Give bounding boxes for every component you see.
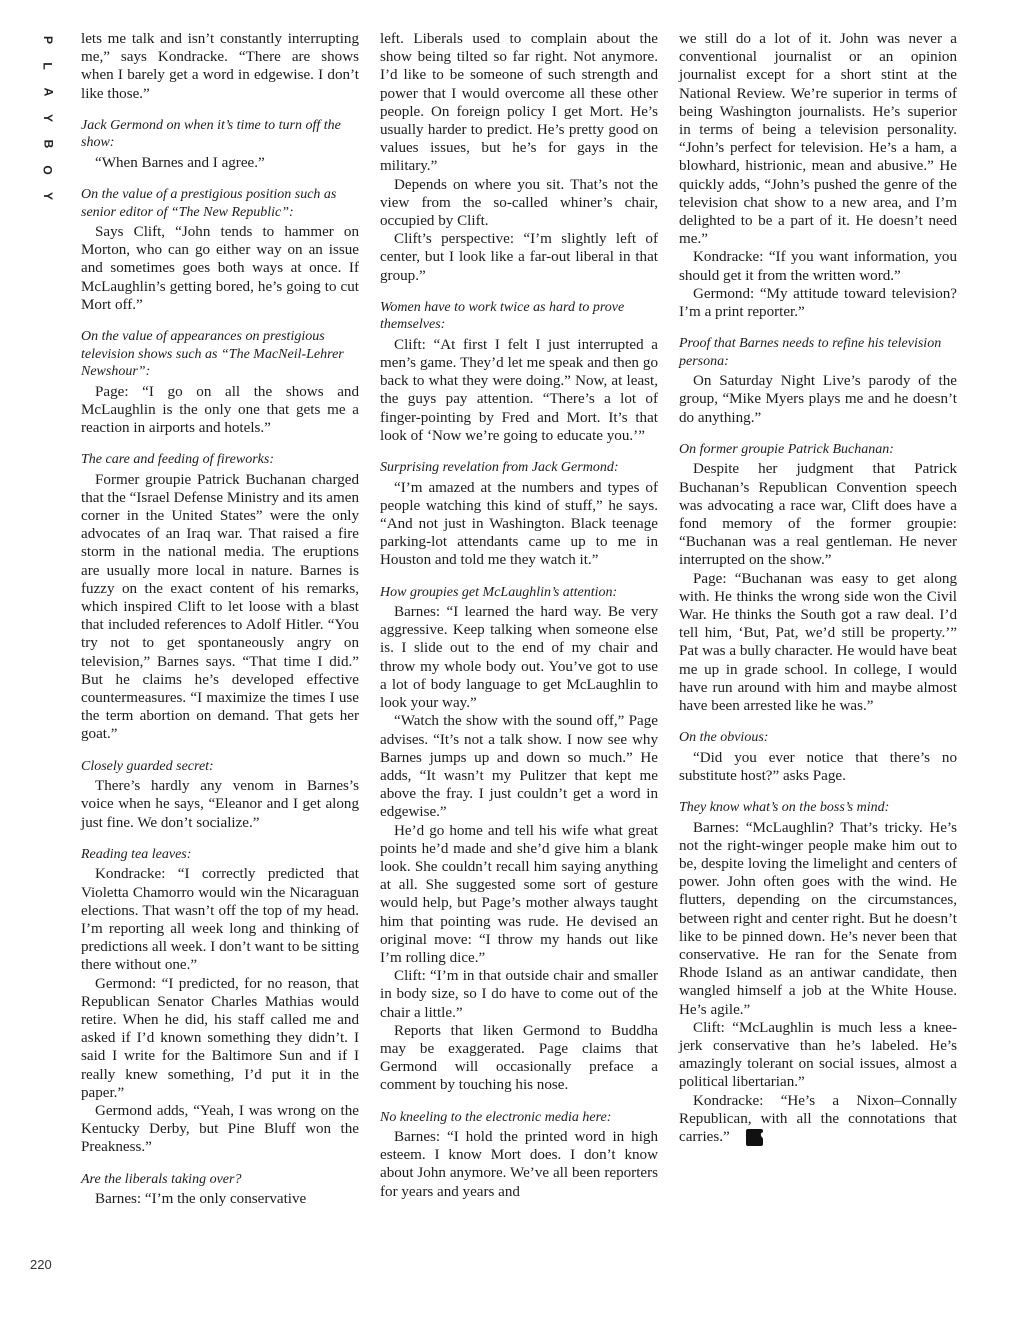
- body-paragraph: we still do a lot of it. John was never a conventional journalist or an opinion journalist except for a short stint at the National Review. We’re superior in terms of being Washington journalists. He’s superior in terms of being a television personality. “John’s perfect for television. He’s a ham, a blowhard, histrionic, mean and abusive.” He quickly adds, “John’s pushed the genre of the television chat show to a new area, and I’m delighted to be a part of it. He doesn’t need me.”: [679, 31, 957, 248]
- text-column-3: [679, 30, 957, 1146]
- body-paragraph: “I’m amazed at the numbers and types of people watching this kind of stuff,” he says. “And not just in Washington. Black teenage parking-lot attendants came up to me in Houston and told me they watch it.”: [380, 479, 658, 569]
- body-paragraph: Reports that liken Germond to Buddha may be exaggerated. Page claims that Germond will occasionally preface a comment by touching his nose.: [380, 1022, 658, 1094]
- section-subhead: Reading tea leaves:: [81, 846, 192, 862]
- page-number: 220: [30, 1257, 52, 1272]
- section-subhead: Proof that Barnes needs to refine his television persona:: [679, 336, 942, 369]
- text-column-2: [380, 30, 658, 1201]
- body-paragraph: “Watch the show with the sound off,” Page advises. “It’s not a talk show. I now see why Barnes jumps up and down so much.” He adds, “It wasn’t my Pulitzer that kept me above the fray. I just couldn’t get a word in edgewise.”: [380, 713, 658, 821]
- body-paragraph: Kondracke: “If you want information, you should get it from the written word.”: [679, 249, 957, 284]
- section-subhead: On the value of a prestigious position such as senior editor of “The New Republic”:: [81, 187, 337, 220]
- section-subhead: Women have to work twice as hard to prove themselves:: [380, 299, 625, 333]
- text-column-1: [81, 30, 359, 1208]
- body-paragraph: Page: “Buchanan was easy to get along with. He thinks the wrong side won the Civil War. He thinks the South got a raw deal. I’d tell him, ‘But, Pat, we’d still be property.’” Pat was a bully character. He would have beat me up in grade school. In college, I would have run around with him and maybe almost have been arrested like he was.”: [679, 570, 957, 714]
- body-paragraph: Germond: “I predicted, for no reason, that Republican Senator Charles Mathias would retire. When he did, his staff called me and asked if I’d known something they didn’t. I said I write for the Baltimore Sun and if I really knew something, I’d put it in the paper.”: [81, 975, 359, 1101]
- body-paragraph: Kondracke: “I correctly predicted that Violetta Chamorro would win the Nicaraguan elections. That wasn’t off the top of my head. I’m reporting all week long and thinking of predictions all week. I don’t want to be sitting there without one.”: [81, 866, 359, 974]
- section-subhead: How groupies get McLaughlin’s attention:: [380, 584, 618, 600]
- sidebar-letter: Y: [40, 113, 55, 123]
- section-subhead: The care and feeding of fireworks:: [81, 452, 274, 468]
- body-paragraph: Says Clift, “John tends to hammer on Morton, who can go either way on an issue and sometimes goes both ways at once. If McLaughlin’s getting bored, he’s going to cut Mort off.”: [81, 224, 359, 313]
- body-paragraph: There’s hardly any venom in Barnes’s voice when he says, “Eleanor and I get along just fine. We don’t socialize.”: [81, 778, 359, 831]
- sidebar-letter: Y: [40, 191, 55, 201]
- section-subhead: Jack Germond on when it’s time to turn off the show:: [81, 117, 341, 151]
- body-paragraph: “Did you ever notice that there’s no substitute host?” asks Page.: [679, 749, 957, 784]
- sidebar-letter: L: [41, 62, 55, 70]
- body-paragraph: Germond: “My attitude toward television? I’m a print reporter.”: [679, 285, 957, 321]
- body-paragraph: left. Liberals used to complain about the show being tilted so far right. Not anymore. I’d like to be someone of such strength and power that I would overcome all these other people. On foreign policy I get Mort. He’s usually harder to predict. He’s pretty good on values issues, but he’s for gays in the military.”: [380, 31, 658, 175]
- sidebar-letter: B: [40, 139, 55, 149]
- sidebar-letter: P: [40, 35, 55, 45]
- section-subhead: No kneeling to the electronic media here:: [380, 1109, 612, 1125]
- body-paragraph: Barnes: “I learned the hard way. Be very aggressive. Keep talking when someone else is. I slide out to the end of my chair and throw my whole body out. You’ve got to use a lot of body language to get McLaughlin to look your way.”: [380, 604, 658, 712]
- body-paragraph: On Saturday Night Live’s parody of the group, “Mike Myers plays me and he doesn’t do anything.”: [679, 373, 957, 426]
- body-paragraph: Clift’s perspective: “I’m slightly left of center, but I look like a far-out liberal in that group.”: [380, 231, 658, 284]
- body-paragraph: Depends on where you sit. That’s not the view from the so-called whiner’s chair, occupied by Clift.: [380, 176, 658, 230]
- section-subhead: Are the liberals taking over?: [81, 1171, 242, 1187]
- body-paragraph: “When Barnes and I agree.”: [95, 154, 265, 171]
- body-paragraph: Germond adds, “Yeah, I was wrong on the Kentucky Derby, but Pine Bluff won the Preakness.”: [81, 1102, 359, 1156]
- section-subhead: They know what’s on the boss’s mind:: [679, 800, 890, 816]
- section-subhead: Surprising revelation from Jack Germond:: [380, 460, 619, 476]
- sidebar-letter: O: [41, 165, 55, 175]
- body-paragraph: Despite her judgment that Patrick Buchanan’s Republican Convention speech was advocating a race war, Clift does have a fond memory of the former groupie: “Buchanan was a real gentleman. He never interrupted on the show.”: [679, 461, 957, 569]
- section-subhead: On former groupie Patrick Buchanan:: [679, 441, 894, 457]
- body-paragraph: Barnes: “I hold the printed word in high esteem. I know Mort does. I don’t know about John anymore. We’ve all been reporters for years and years and: [380, 1129, 658, 1200]
- body-paragraph: lets me talk and isn’t constantly interrupting me,” says Kondracke. “There are shows when I barely get a word in edgewise. I don’t like those.”: [81, 31, 359, 102]
- body-paragraph: Former groupie Patrick Buchanan charged that the “Israel Defense Ministry and its amen corner in the United States” were the only advocates of an Iraq war. That raised a fire storm in the national media. The eruptions are usually more local in nature. Barnes is fuzzy on the exact content of his remarks, which inspired Clift to let loose with a blast that included references to Adolf Hitler. “You try not to get spontaneously angry on television,” Barnes says. “That time I did.” But he claims he’s developed effective countermeasures. “I maximize the times I use the term abortion on demand. That gets her goat.”: [81, 471, 359, 743]
- section-subhead: On the obvious:: [679, 730, 769, 746]
- sidebar-letter: A: [40, 87, 55, 97]
- body-paragraph: He’d go home and tell his wife what great points he’d made and she’d give him a blank look. She couldn’t recall him saying anything at all. She suggested some sort of gesture would help, but Page’s mother always taught him that pointing was rude. He devised an original move: “I throw my hands out like I’m rolling dice.”: [380, 822, 658, 966]
- magazine-sidebar: [38, 34, 58, 216]
- body-paragraph: Clift: “I’m in that outside chair and smaller in body size, so I do have to come out of the chair a little.”: [380, 968, 658, 1021]
- body-paragraph: Clift: “McLaughlin is much less a knee-jerk conservative than he’s labeled. He’s amazingly tolerant on social issues, almost a political libertarian.”: [679, 1019, 957, 1091]
- body-paragraph: Page: “I go on all the shows and McLaughlin is the only one that gets me a reaction in airports and hotels.”: [81, 383, 359, 436]
- section-subhead: On the value of appearances on prestigious television shows such as “The MacNeil-Lehrer Newshour”:: [81, 329, 344, 380]
- rabbit-head-icon: ♥: [746, 1129, 763, 1146]
- body-paragraph: Barnes: “McLaughlin? That’s tricky. He’s not the right-winger people make him out to be, despite loving the limelight and centers of power. John often goes with the wind. He flutters, depending on the circumstances, between right and center right. But he doesn’t like to be pinned down. He’s never been that conservative. He ran for the Senate from Rhode Island as an antiwar candidate, then wangled himself a job at the White House. He’s agile.”: [679, 819, 957, 1018]
- body-paragraph: Clift: “At first I felt I just interrupted a men’s game. They’d let me speak and then go back to what they were doing.” Now, at least, the guys pay attention. “There’s a lot of finger-pointing by Fred and Mort. It’s that look of ‘Now we’re going to educate you.’”: [380, 336, 658, 444]
- body-paragraph: Barnes: “I’m the only conservative: [95, 1191, 307, 1208]
- section-subhead: Closely guarded secret:: [81, 758, 214, 774]
- body-paragraph: Kondracke: “He’s a Nixon–Connally Republican, with all the connotations that carries.” ♥: [679, 1092, 957, 1146]
